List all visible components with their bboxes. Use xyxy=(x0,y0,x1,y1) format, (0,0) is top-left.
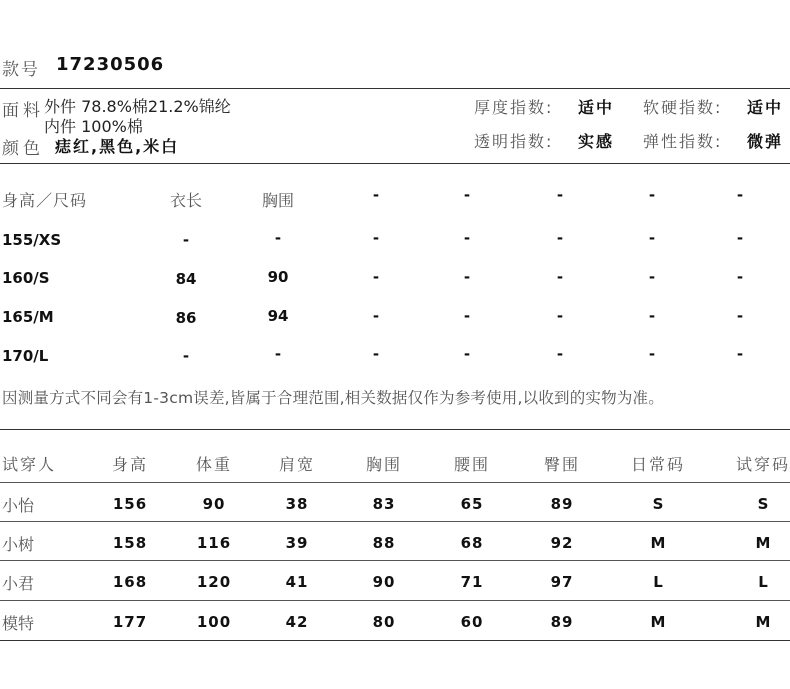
size-cell: 170/L xyxy=(2,347,49,365)
size-cell: - xyxy=(182,231,190,249)
trial-cell: S xyxy=(652,495,664,513)
trial-cell: 168 xyxy=(112,573,148,591)
trial-cell: M xyxy=(650,534,666,552)
trial-cell: 38 xyxy=(285,495,309,513)
trial-header-cell: 试穿码 xyxy=(735,455,790,474)
divider-bottom xyxy=(0,640,790,641)
trial-row-divider xyxy=(0,521,790,522)
trial-cell: 177 xyxy=(112,613,148,631)
elasticity-value: 微弹 xyxy=(747,132,784,151)
trial-row-divider xyxy=(0,600,790,601)
trial-cell: 116 xyxy=(196,534,232,552)
size-cell: - xyxy=(274,229,282,247)
product-code-label: 款号 xyxy=(2,60,40,80)
size-cell: - xyxy=(463,268,471,286)
color-value: 痣红,黑色,米白 xyxy=(55,137,180,156)
size-header-cell: - xyxy=(736,186,744,204)
size-header-cell: 衣长 xyxy=(169,191,203,210)
trial-cell: L xyxy=(653,573,663,591)
trial-cell: 83 xyxy=(372,495,396,513)
size-header-cell: - xyxy=(372,186,380,204)
trial-header-cell: 身高 xyxy=(111,455,149,474)
size-cell: 155/XS xyxy=(2,231,62,249)
trial-cell: 90 xyxy=(372,573,396,591)
trial-header-cell: 腰围 xyxy=(453,455,491,474)
trial-header-cell: 体重 xyxy=(195,455,233,474)
size-header-cell: - xyxy=(648,186,656,204)
fabric-label: 面料 xyxy=(2,101,44,121)
size-cell: 90 xyxy=(267,268,289,286)
size-cell: 84 xyxy=(175,270,197,288)
trial-cell: L xyxy=(758,573,768,591)
size-cell: - xyxy=(648,229,656,247)
size-header-cell: - xyxy=(556,186,564,204)
size-cell: - xyxy=(556,229,564,247)
size-cell: - xyxy=(556,268,564,286)
size-cell: - xyxy=(736,307,744,325)
trial-cell: 89 xyxy=(550,495,574,513)
trial-cell: 模特 xyxy=(2,614,35,633)
trial-cell: 68 xyxy=(460,534,484,552)
size-cell: - xyxy=(736,268,744,286)
fabric-outer: 外件 78.8%棉21.2%锦纶 xyxy=(44,97,231,116)
size-cell: - xyxy=(556,307,564,325)
trial-cell: 小君 xyxy=(2,574,35,593)
trial-cell: 小怡 xyxy=(2,496,35,515)
trial-cell: 60 xyxy=(460,613,484,631)
trial-cell: 71 xyxy=(460,573,484,591)
trial-cell: 小树 xyxy=(2,535,35,554)
thickness-label: 厚度指数: xyxy=(474,98,554,117)
size-cell: 165/M xyxy=(2,308,54,326)
trial-cell: S xyxy=(757,495,769,513)
size-cell: 160/S xyxy=(2,269,50,287)
divider-top xyxy=(0,88,790,89)
trial-row-divider xyxy=(0,482,790,483)
softness-label: 软硬指数: xyxy=(643,98,723,117)
elasticity-label: 弹性指数: xyxy=(643,132,723,151)
trial-header-cell: 胸围 xyxy=(365,455,403,474)
divider-size-table xyxy=(0,163,790,164)
size-cell: - xyxy=(463,307,471,325)
trial-cell: 120 xyxy=(196,573,232,591)
size-cell: - xyxy=(648,345,656,363)
size-cell: - xyxy=(372,345,380,363)
trial-cell: M xyxy=(650,613,666,631)
size-cell: - xyxy=(372,229,380,247)
trial-cell: 41 xyxy=(285,573,309,591)
size-cell: - xyxy=(372,268,380,286)
trial-cell: 39 xyxy=(285,534,309,552)
trial-cell: 100 xyxy=(196,613,232,631)
trial-cell: 80 xyxy=(372,613,396,631)
trial-cell: 90 xyxy=(202,495,226,513)
trial-header-cell: 肩宽 xyxy=(278,455,316,474)
size-cell: - xyxy=(372,307,380,325)
thickness-value: 适中 xyxy=(578,98,615,117)
size-cell: - xyxy=(182,347,190,365)
trial-cell: M xyxy=(755,613,771,631)
trial-row-divider xyxy=(0,560,790,561)
size-header-cell: 身高／尺码 xyxy=(2,191,88,210)
trial-cell: 158 xyxy=(112,534,148,552)
size-cell: - xyxy=(274,345,282,363)
transparency-value: 实感 xyxy=(578,132,615,151)
trial-cell: 42 xyxy=(285,613,309,631)
size-cell: - xyxy=(463,229,471,247)
fabric-inner: 内件 100%棉 xyxy=(44,117,143,136)
size-cell: 86 xyxy=(175,309,197,327)
trial-cell: M xyxy=(755,534,771,552)
size-header-cell: 胸围 xyxy=(261,191,295,210)
trial-cell: 92 xyxy=(550,534,574,552)
trial-header-cell: 臀围 xyxy=(543,455,581,474)
size-cell: 94 xyxy=(267,307,289,325)
product-code-value: 17230506 xyxy=(56,54,165,75)
measurement-disclaimer: 因测量方式不同会有1-3cm误差,皆属于合理范围,相关数据仅作为参考使用,以收到的实物为准。 xyxy=(2,389,664,407)
transparency-label: 透明指数: xyxy=(474,132,554,151)
softness-value: 适中 xyxy=(747,98,784,117)
trial-cell: 89 xyxy=(550,613,574,631)
size-cell: - xyxy=(648,268,656,286)
size-cell: - xyxy=(556,345,564,363)
size-cell: - xyxy=(736,229,744,247)
trial-cell: 65 xyxy=(460,495,484,513)
trial-cell: 97 xyxy=(550,573,574,591)
trial-cell: 88 xyxy=(372,534,396,552)
size-cell: - xyxy=(463,345,471,363)
trial-cell: 156 xyxy=(112,495,148,513)
size-header-cell: - xyxy=(463,186,471,204)
size-cell: - xyxy=(736,345,744,363)
divider-trial-table xyxy=(0,429,790,430)
color-label: 颜色 xyxy=(2,139,44,159)
trial-header-cell: 试穿人 xyxy=(2,455,57,474)
size-cell: - xyxy=(648,307,656,325)
trial-header-cell: 日常码 xyxy=(630,455,686,474)
